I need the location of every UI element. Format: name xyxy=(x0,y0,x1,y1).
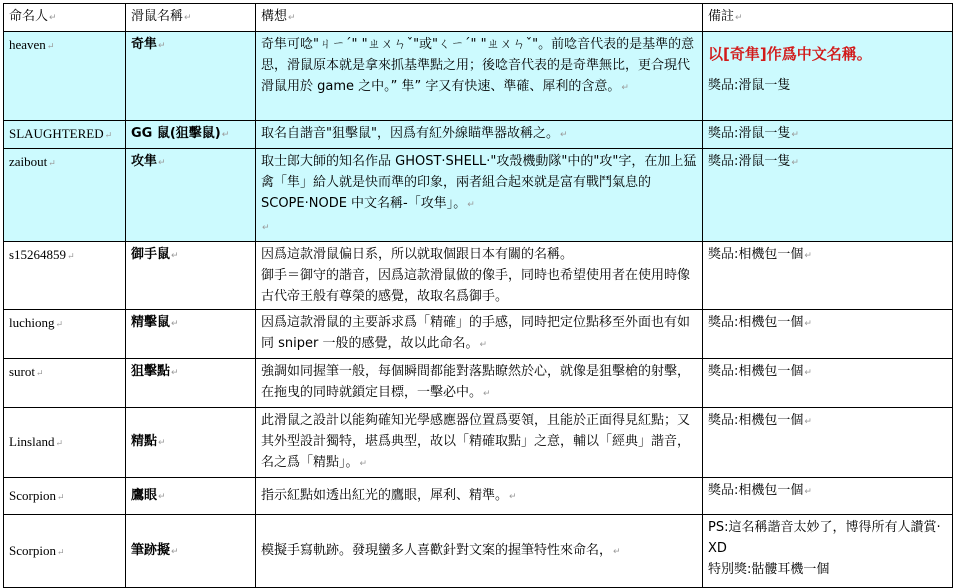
namer-cell: s15264859↵ xyxy=(4,242,126,310)
table-row xyxy=(4,310,953,359)
header-label: 構想 xyxy=(261,9,288,24)
table-row xyxy=(4,359,953,408)
namer: Linsland xyxy=(9,434,55,449)
notes-cell: 獎品:滑鼠一隻↵ xyxy=(703,149,953,242)
namer-cell: heaven↵ xyxy=(4,32,126,121)
notes-cell xyxy=(703,32,953,121)
highlight-note: 以[奇隼]作爲中文名稱。 xyxy=(708,45,872,63)
prize-note: 獎品:滑鼠一隻 xyxy=(708,126,791,141)
prize-note: 獎品:滑鼠一隻 xyxy=(708,78,791,93)
namer: Scorpion xyxy=(9,542,56,558)
concept-cell: 奇隼可唸"ㄐㄧˊ" "ㄓㄨㄣˇ"或"ㄑㄧˊ" "ㄓㄨㄣˇ"。前唸音代表的是基準的意思，滑鼠原本就是拿來抓基準點之用；後唸音代表的是奇準無比，更合現代滑鼠用於 game 之中。” 隼” 字又有快速、準確、犀利的含意。↵ xyxy=(256,32,703,121)
mouse-name-cell: 奇隼↵ xyxy=(126,32,256,121)
mouse-name-cell: 御手鼠↵ xyxy=(126,242,256,310)
concept-text: 模擬手寫軌跡。發現蠻多人喜歡針對文案的握筆特性來命名， xyxy=(261,542,613,558)
concept-text: 因爲這款滑鼠偏日系，所以就取個跟日本有關的名稱。 xyxy=(261,247,574,262)
mouse-name-cell: 攻隼↵ xyxy=(126,149,256,242)
notes-cell: 獎品:相機包一個↵ xyxy=(703,478,953,515)
namer: Scorpion xyxy=(9,487,56,503)
concept-cell: 此滑鼠之設計以能夠確知光學感應器位置爲要領，且能於正面得見紅點；又其外型設計獨特，堪爲典型，故以「精確取點」之意，輔以「經典」諧音，名之爲「精點」。↵ xyxy=(256,408,703,478)
header-label: 命名人 xyxy=(9,9,49,24)
concept-text: 取士郎大師的知名作品 GHOST·SHELL·"攻殼機動隊"中的"攻"字，在加上猛禽「隼」給人就是快而準的印象，兩者組合起來就是富有戰鬥氣息的 SCOPE·NODE 中文名稱-「攻隼」。 xyxy=(261,154,697,211)
prize-note: 獎品:相機包一個 xyxy=(708,364,804,379)
header-row xyxy=(4,4,953,32)
notes-cell: 獎品:滑鼠一隻↵ xyxy=(703,121,953,149)
namer: heaven xyxy=(9,37,46,52)
concept-text: 指示紅點如透出紅光的鷹眼，犀利、精準。 xyxy=(261,487,509,503)
namer: zaibout xyxy=(9,154,48,169)
concept-text: 御手＝御守的諧音，因爲這款滑鼠做的像手，同時也希望使用者在使用時像古代帝王般有尊榮的感覺，故取名爲御手。 xyxy=(261,268,691,304)
concept-cell: 強調如同握筆一般，每個瞬間都能對落點瞭然於心，就像是狙擊槍的射擊，在拖曳的同時就鎖定目標，一擊必中。↵ xyxy=(256,359,703,408)
prize-note: 獎品:相機包一個 xyxy=(708,247,804,262)
mouse-name: 精擊鼠 xyxy=(131,315,171,330)
concept-text: 此滑鼠之設計以能夠確知光學感應器位置爲要領，且能於正面得見紅點；又其外型設計獨特，堪爲典型，故以「精確取點」之意，輔以「經典」諧音，名之爲「精點」。 xyxy=(261,413,691,470)
namer-cell: Scorpion↵ xyxy=(4,478,126,515)
concept-cell: 指示紅點如透出紅光的鷹眼，犀利、精準。↵ xyxy=(256,478,703,515)
mouse-name-cell: 狙擊點↵ xyxy=(126,359,256,408)
namer-cell: surot↵ xyxy=(4,359,126,408)
namer: SLAUGHTERED xyxy=(9,126,104,141)
notes-cell: 獎品:相機包一個↵ xyxy=(703,359,953,408)
concept-cell: 模擬手寫軌跡。發現蠻多人喜歡針對文案的握筆特性來命名，↵ xyxy=(256,515,703,588)
concept-text: 強調如同握筆一般，每個瞬間都能對落點瞭然於心，就像是狙擊槍的射擊，在拖曳的同時就鎖定目標，一擊必中。 xyxy=(261,364,691,400)
prize-note: 獎品:相機包一個 xyxy=(708,413,804,428)
header-namer: 命名人↵ xyxy=(4,4,126,32)
mouse-name-cell: 鷹眼↵ xyxy=(126,478,256,515)
mouse-name: 狙擊點 xyxy=(131,364,171,379)
mouse-name: 攻隼 xyxy=(131,154,158,169)
mouse-naming-table xyxy=(3,3,953,588)
namer-cell: SLAUGHTERED↵ xyxy=(4,121,126,149)
table-row xyxy=(4,32,953,121)
notes-cell: 獎品:相機包一個↵ xyxy=(703,310,953,359)
notes-cell xyxy=(703,515,953,588)
concept-cell: 取士郎大師的知名作品 GHOST·SHELL·"攻殼機動隊"中的"攻"字，在加上猛禽「隼」給人就是快而準的印象，兩者組合起來就是富有戰鬥氣息的 SCOPE·NODE 中文名稱-「攻隼」。↵ ↵ xyxy=(256,149,703,242)
ps-note: PS:這名稱諧音太妙了，博得所有人讚賞· XD xyxy=(708,520,941,556)
mouse-name-cell: 筆跡擬↵ xyxy=(126,515,256,588)
table-row xyxy=(4,408,953,478)
mouse-name: 精點 xyxy=(131,434,158,449)
mouse-name-cell: GG 鼠(狙擊鼠)↵ xyxy=(126,121,256,149)
concept-cell: 取名自諧音"狙擊鼠"，因爲有紅外線瞄準器故稱之。↵ xyxy=(256,121,703,149)
concept-cell xyxy=(256,242,703,310)
prize-note: 獎品:相機包一個 xyxy=(708,483,804,498)
special-prize-note: 特別獎:骷髏耳機一個 xyxy=(708,562,830,577)
table-row xyxy=(4,242,953,310)
mouse-name: 奇隼 xyxy=(131,37,158,52)
header-label: 滑鼠名稱 xyxy=(131,9,184,24)
header-concept: 構想↵ xyxy=(256,4,703,32)
mouse-name-cell: 精擊鼠↵ xyxy=(126,310,256,359)
namer: s15264859 xyxy=(9,247,67,262)
header-notes: 備註↵ xyxy=(703,4,953,32)
mouse-name: 筆跡擬 xyxy=(131,542,171,558)
namer: luchiong xyxy=(9,315,55,330)
notes-cell: 獎品:相機包一個↵ xyxy=(703,242,953,310)
notes-cell: 獎品:相機包一個↵ xyxy=(703,408,953,478)
mouse-name: 御手鼠 xyxy=(131,247,171,262)
concept-text: 奇隼可唸"ㄐㄧˊ" "ㄓㄨㄣˇ"或"ㄑㄧˊ" "ㄓㄨㄣˇ"。前唸音代表的是基準的意思，滑鼠原本就是拿來抓基準點之用；後唸音代表的是奇準無比，更合現代滑鼠用於 game 之中。” 隼” 字又有快速、準確、犀利的含意。 xyxy=(261,37,695,94)
prize-note: 獎品:相機包一個 xyxy=(708,315,804,330)
mouse-name-cell: 精點↵ xyxy=(126,408,256,478)
namer-cell: luchiong↵ xyxy=(4,310,126,359)
table-row xyxy=(4,478,953,515)
header-label: 備註 xyxy=(708,9,735,24)
table-row xyxy=(4,149,953,242)
table-row xyxy=(4,515,953,588)
concept-text: 取名自諧音"狙擊鼠"，因爲有紅外線瞄準器故稱之。 xyxy=(261,126,559,141)
concept-cell: 因爲這款滑鼠的主要訴求爲「精確」的手感，同時把定位點移至外面也有如同 sniper 一般的感覺，故以此命名。↵ xyxy=(256,310,703,359)
namer: surot xyxy=(9,364,35,379)
prize-note: 獎品:滑鼠一隻 xyxy=(708,154,791,169)
namer-cell: Scorpion↵ xyxy=(4,515,126,588)
concept-text: 因爲這款滑鼠的主要訴求爲「精確」的手感，同時把定位點移至外面也有如同 sniper 一般的感覺，故以此命名。 xyxy=(261,315,691,351)
namer-cell: Linsland↵ xyxy=(4,408,126,478)
mouse-name: 鷹眼 xyxy=(131,487,158,503)
table-row xyxy=(4,121,953,149)
header-mouse-name: 滑鼠名稱↵ xyxy=(126,4,256,32)
mouse-name: GG 鼠(狙擊鼠) xyxy=(131,126,221,141)
namer-cell: zaibout↵ xyxy=(4,149,126,242)
